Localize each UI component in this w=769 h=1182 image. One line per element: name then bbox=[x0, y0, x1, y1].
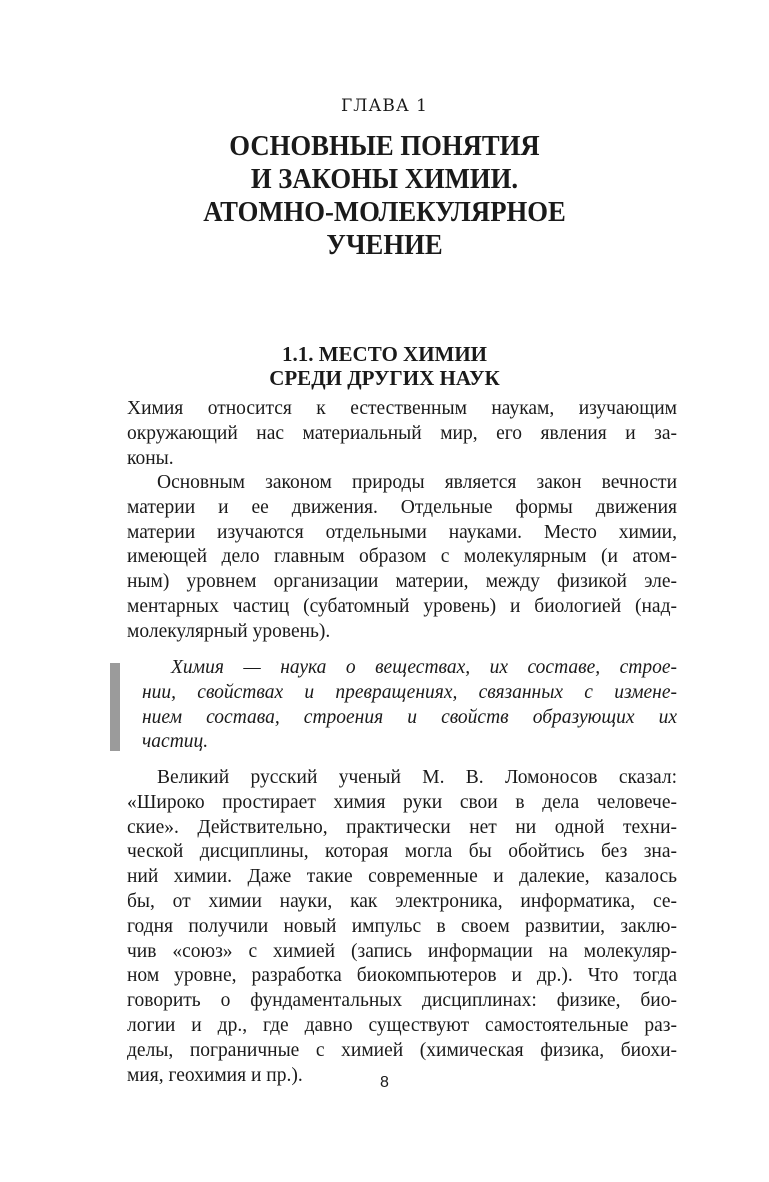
text-line: ном уровне, разработка биокомпьютеров и др.). Что тогда bbox=[127, 965, 677, 987]
text-line: Химия относится к естественным наукам, изучающим bbox=[127, 398, 677, 419]
chapter-title-line: АТОМНО-МОЛЕКУЛЯРНОЕ bbox=[203, 196, 566, 228]
text-line: частиц. bbox=[142, 731, 209, 753]
text-line: ментарных частиц (субатомный уровень) и биологией (над- bbox=[127, 595, 677, 617]
text-line: имеющей дело главным образом с молекулярным (и атом- bbox=[127, 546, 677, 568]
section-title-line: СРЕДИ ДРУГИХ НАУК bbox=[269, 366, 500, 390]
text-line: молекулярный уровень). bbox=[127, 620, 331, 642]
text-line: чив «союз» с химией (запись информации на молекуляр- bbox=[127, 940, 677, 962]
text-line: делы, пограничные с химией (химическая физика, биохи- bbox=[127, 1039, 677, 1061]
text-line: Великий русский ученый М. В. Ломоносов сказал: bbox=[157, 767, 677, 788]
text-line: ным) уровнем организации материи, между физикой эле- bbox=[127, 571, 677, 593]
paragraph-lomonosov bbox=[127, 766, 677, 1088]
chapter-title-line: УЧЕНИЕ bbox=[326, 229, 443, 261]
section-title-line: 1.1. МЕСТО ХИМИИ bbox=[281, 342, 488, 366]
definition-bar bbox=[110, 663, 120, 751]
text-line: материи и ее движения. Отдельные формы движения bbox=[127, 496, 677, 518]
text-line: коны. bbox=[127, 447, 174, 469]
text-line: нии, свойствах и превращениях, связанных с измене- bbox=[142, 681, 677, 703]
section-title bbox=[0, 342, 769, 390]
text-line: ческой дисциплины, которая могла бы обойтись без зна- bbox=[127, 841, 677, 863]
text-line: нием состава, строения и свойств образующих их bbox=[142, 706, 677, 728]
definition-block bbox=[127, 656, 677, 755]
paragraph-intro bbox=[127, 397, 677, 471]
page-number: 8 bbox=[380, 1074, 389, 1091]
text-line: говорить о фундаментальных дисциплинах: физике, био- bbox=[127, 990, 677, 1012]
chapter-title-line: ОСНОВНЫЕ ПОНЯТИЯ bbox=[229, 130, 540, 162]
text-line: ские». Действительно, практически нет ни одной техни- bbox=[127, 816, 677, 838]
paragraph-law bbox=[127, 471, 677, 645]
text-line: ний химии. Даже такие современные и далекие, казалось bbox=[127, 866, 677, 888]
text-line: материи изучаются отдельными науками. Место химии, bbox=[127, 521, 677, 543]
chapter-title bbox=[31, 130, 738, 262]
chapter-title-line: И ЗАКОНЫ ХИМИИ. bbox=[250, 163, 519, 195]
text-line: Химия — наука о веществах, их составе, строе- bbox=[171, 657, 677, 678]
text-line: бы, от химии науки, как электроника, информатика, се- bbox=[127, 890, 677, 912]
text-line: «Широко простирает химия руки свои в дела человече- bbox=[127, 791, 677, 813]
text-line: мия, геохимия и пр.). bbox=[127, 1064, 303, 1086]
text-line: окружающий нас материальный мир, его явления и за- bbox=[127, 422, 677, 444]
chapter-label: ГЛАВА 1 bbox=[341, 96, 428, 116]
text-line: логии и др., где давно существуют самостоятельные раз- bbox=[127, 1014, 677, 1036]
text-line: Основным законом природы является закон вечности bbox=[157, 472, 677, 493]
text-line: годня получили новый импульс в своем развитии, заклю- bbox=[127, 915, 677, 937]
